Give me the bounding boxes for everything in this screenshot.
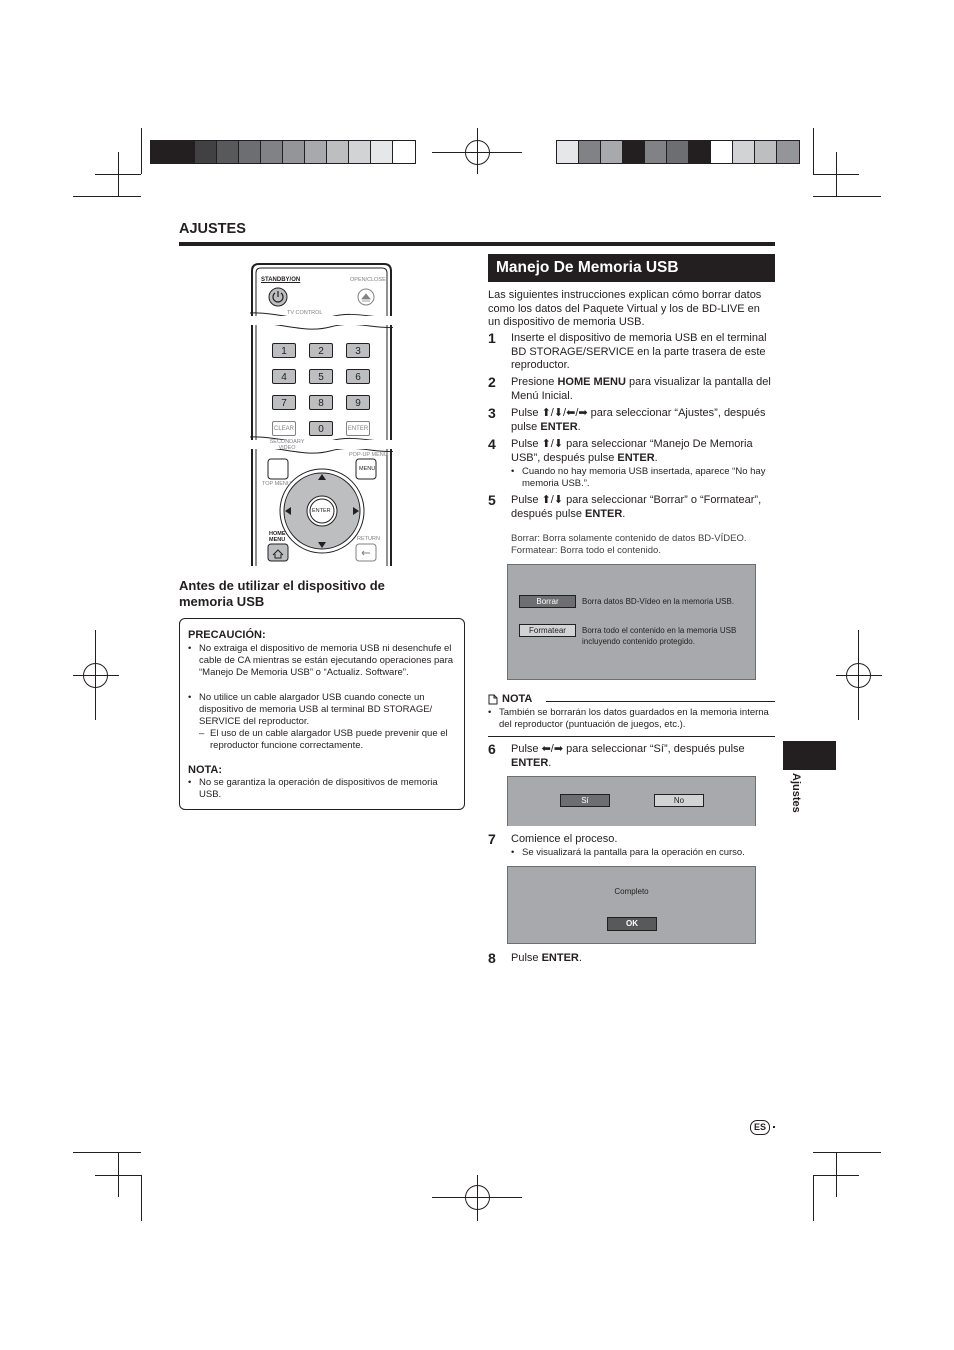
nota-text: • También se borrarán los datos guardados en la memoria interna del reproductor (puntuación de juegos, etc.). [488,707,769,730]
color-bar-left-swatch [239,141,261,163]
screen-confirm [507,776,756,826]
ok-button[interactable]: OK [607,917,657,931]
nota-heading [488,693,775,707]
step-text: Pulse ⬅/➡ para seleccionar “Sí”, después pulse ENTER. [511,743,745,769]
no-button[interactable]: No [654,794,704,807]
page-title: Manejo De Memoria USB [488,254,775,282]
screen-complete [507,866,756,944]
top-menu-label: TOP MENU [262,481,291,487]
remote-key: CLEAR [272,421,296,436]
color-bar-left-swatch [261,141,283,163]
note-icon [488,694,498,705]
step5-note-borrar: Borrar: Borra solamente contenido de datos BD-VÍDEO. [511,533,747,544]
color-bar-left-swatch [371,141,393,163]
enter-center-label: ENTER [312,508,331,514]
home-menu-label: HOME MENU [269,531,286,543]
caution-sub-item: – El uso de un cable alargador USB puede prevenir que el reproductor funcione correctamente. [199,728,448,751]
tv-control-label: TV CONTROL [287,310,323,316]
nota-item: • No se garantiza la operación de dispositivos de memoria USB. [188,777,438,800]
step-text: Pulse ⬆/⬇/⬅/➡ para seleccionar “Ajustes”, después pulse ENTER. [511,407,766,433]
remote-illustration [250,263,393,566]
color-bar-right-swatch [623,141,645,163]
return-label: RETURN [357,536,380,542]
screen-usb-menu [507,564,756,680]
color-bar-right-swatch [733,141,755,163]
remote-key: 6 [346,369,370,384]
color-bar-right [556,140,800,164]
step7-bullet: • Se visualizará la pantalla para la operación en curso. [511,847,773,859]
color-bar-left-swatch [217,141,239,163]
caution-item-2: • No utilice un cable alargador USB cuando conecte un dispositivo de memoria USB al terminal BD STORAGE/ SERVICE del reproductor. [188,692,433,727]
step-text: Pulse ⬆/⬇ para seleccionar “Manejo De Memoria USB”, después pulse ENTER. [511,438,753,464]
color-bar-left-swatch [195,141,217,163]
step-number: 1 [488,330,496,346]
side-tab [783,741,836,770]
color-bar-right-swatch [667,141,689,163]
color-bar-left-swatch [173,141,195,163]
color-bar-left [150,140,416,164]
remote-key: 0 [309,421,333,436]
remote-key: 4 [272,369,296,384]
step-number: 3 [488,405,496,421]
nota-rule [488,736,775,737]
step-number: 2 [488,374,496,390]
step-number: 4 [488,436,496,452]
remote-key: 5 [309,369,333,384]
step-text: Presione HOME MENU para visualizar la pantalla del Menú Inicial. [511,376,771,402]
intro-text: Las siguientes instrucciones explican cómo borrar datos como los datos del Paquete Virtual y los de BD-LIVE en un dispositivo de memoria USB. [488,289,762,328]
remote-key: 3 [346,343,370,358]
color-bar-left-swatch [283,141,305,163]
secondary-video-label: SECONDARY VIDEO [269,439,305,451]
remote-key: 1 [272,343,296,358]
step-number: 7 [488,831,496,847]
remote-key: 9 [346,395,370,410]
step-text: Comience el proceso. [511,833,618,845]
color-bar-right-swatch [557,141,579,163]
color-bar-left-swatch [151,141,173,163]
left-subtitle: Antes de utilizar el dispositivo de memoria USB [179,578,385,609]
formatear-description: Borra todo el contenido en la memoria USB incluyendo contenido protegido. [582,626,737,646]
popup-menu-label: POP-UP MENU [349,452,388,458]
step-text: Pulse ⬆/⬇ para seleccionar “Borrar” o “Formatear”, después pulse ENTER. [511,494,762,520]
step5-note-formatear: Formatear: Borra todo el contenido. [511,545,661,556]
color-bar-left-swatch [393,141,415,163]
caution-item-1: • No extraiga el dispositivo de memoria USB ni desenchufe el cable de CA mientras se están ejecutando operaciones para “Manejo De Memoria USB” o “Actualiz. Software”. [188,643,454,678]
color-bar-right-swatch [645,141,667,163]
yes-button[interactable]: Sí [560,794,610,807]
step-number: 5 [488,492,496,508]
color-bar-right-swatch [755,141,777,163]
caution-title: PRECAUCIÓN: [188,629,266,641]
color-bar-left-swatch [349,141,371,163]
borrar-button[interactable]: Borrar [519,595,576,608]
step-number: 6 [488,741,496,757]
color-bar-right-swatch [601,141,623,163]
remote-key: ENTER [346,421,370,436]
step-text: Inserte el dispositivo de memoria USB en el terminal BD STORAGE/SERVICE en la parte trasera de este reproductor. [511,332,767,371]
nota-title: NOTA: [188,764,223,776]
side-tab-label: Ajustes [790,773,802,813]
color-bar-right-swatch [777,141,799,163]
remote-key: 8 [309,395,333,410]
menu-label: MENU [359,466,376,472]
remote-key: 7 [272,395,296,410]
color-bar-right-swatch [689,141,711,163]
color-bar-right-swatch [579,141,601,163]
remote-key: 2 [309,343,333,358]
caution-box [179,618,465,810]
formatear-button[interactable]: Formatear [519,624,576,637]
color-bar-left-swatch [327,141,349,163]
language-badge: ES [750,1120,770,1135]
complete-text: Completo [614,887,649,896]
nota-title-right: NOTA [502,693,533,705]
standby-label: STANDBY/ON [261,277,301,283]
step-text: Pulse ENTER. [511,952,582,964]
borrar-description: Borra datos BD-Vídeo en la memoria USB. [582,597,735,606]
footer-dot [773,1126,775,1128]
open-close-label: OPEN/CLOSE [350,277,386,283]
step-number: 8 [488,950,496,966]
color-bar-left-swatch [305,141,327,163]
step4-bullet: • Cuando no hay memoria USB insertada, aparece “No hay memoria USB.”. [511,466,773,489]
section-rule [179,242,775,246]
section-heading: AJUSTES [179,221,246,237]
color-bar-right-swatch [711,141,733,163]
